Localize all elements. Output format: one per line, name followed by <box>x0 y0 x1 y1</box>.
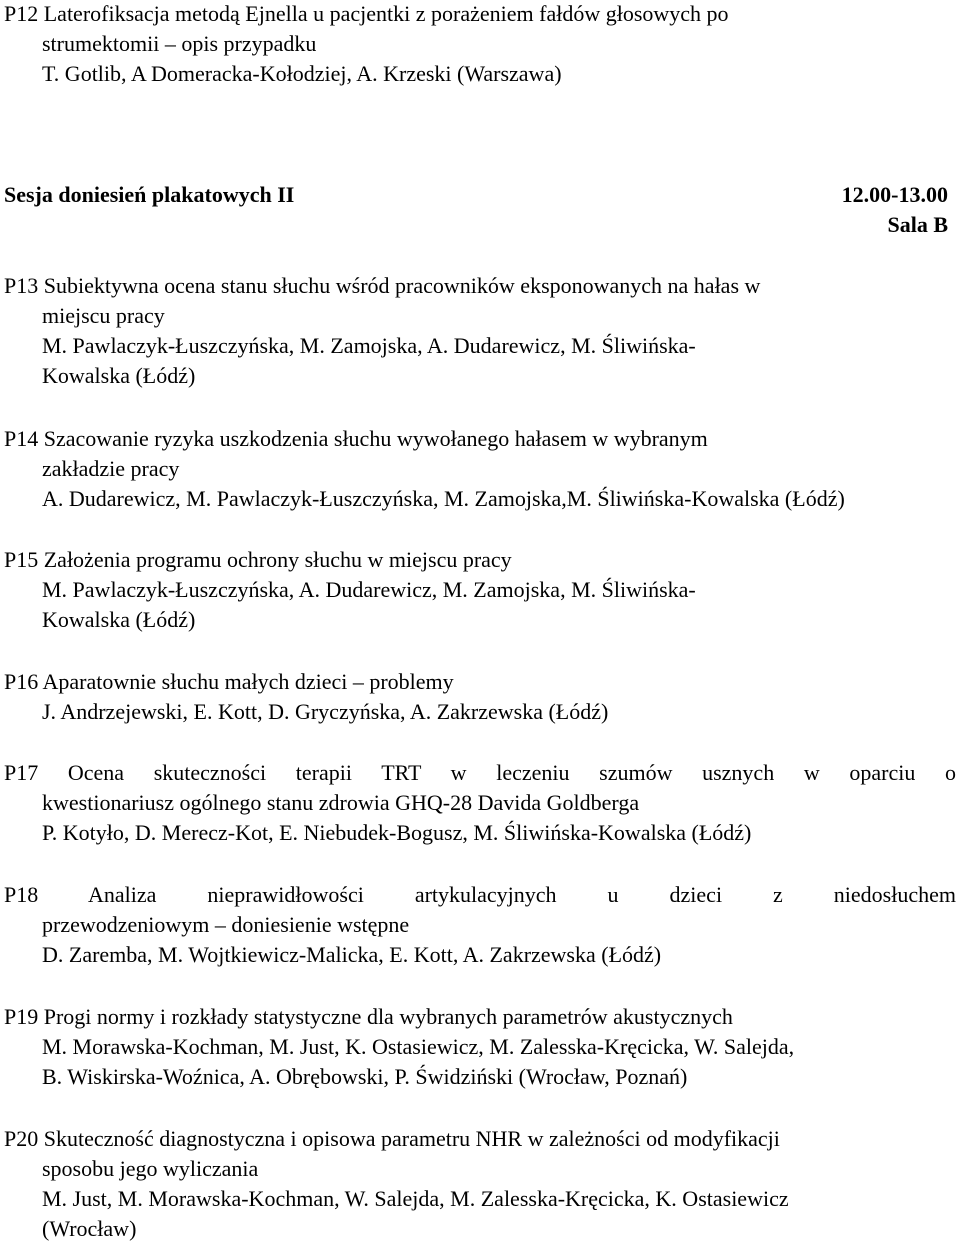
entry-authors: T. Gotlib, A Domeracka-Kołodziej, A. Krzeski (Warszawa) <box>42 61 562 86</box>
entry-p12 <box>4 0 956 89</box>
entry-authors: A. Dudarewicz, M. Pawlaczyk-Łuszczyńska, M. Zamojska,M. Śliwińska-Kowalska (Łódź) <box>42 486 845 511</box>
entry-authors: M. Just, M. Morawska-Kochman, W. Salejda, M. Zalesska-Kręcicka, K. Ostasiewicz <box>42 1186 789 1211</box>
entry-authors-continued: B. Wiskirska-Woźnica, A. Obrębowski, P. Świdziński (Wrocław, Poznań) <box>42 1064 688 1089</box>
entry-title-continued: miejscu pracy <box>42 303 165 328</box>
entry-authors-continued: Kowalska (Łódź) <box>42 363 196 388</box>
entry-authors-continued: Kowalska (Łódź) <box>42 607 196 632</box>
entry-title-continued: strumektomii – opis przypadku <box>42 31 317 56</box>
entry-authors: P. Kotyło, D. Merecz-Kot, E. Niebudek-Bogusz, M. Śliwińska-Kowalska (Łódź) <box>42 820 752 845</box>
entry-p13 <box>4 271 956 391</box>
entry-title-continued: zakładzie pracy <box>42 456 180 481</box>
entry-title-continued: sposobu jego wyliczania <box>42 1156 259 1181</box>
entry-title-continued: przewodzeniowym – doniesienie wstępne <box>42 912 410 937</box>
entry-p16 <box>4 667 956 727</box>
entry-title: P17 Ocena skuteczności terapii TRT w leczeniu szumów usznych w oparciu o <box>4 760 956 785</box>
entry-title-continued: kwestionariusz ogólnego stanu zdrowia GHQ-28 Davida Goldberga <box>42 790 640 815</box>
entry-title: P13 Subiektywna ocena stanu słuchu wśród pracowników eksponowanych na hałas w <box>4 273 761 298</box>
entry-p17 <box>4 758 956 848</box>
entry-authors: M. Pawlaczyk-Łuszczyńska, M. Zamojska, A. Dudarewicz, M. Śliwińska- <box>42 333 696 358</box>
session-room: Sala B <box>887 212 948 237</box>
entry-authors: M. Morawska-Kochman, M. Just, K. Ostasiewicz, M. Zalesska-Kręcicka, W. Salejda, <box>42 1034 795 1059</box>
entry-title: P19 Progi normy i rozkłady statystyczne dla wybranych parametrów akustycznych <box>4 1004 733 1029</box>
entry-p15 <box>4 545 956 635</box>
entry-p19 <box>4 1002 956 1092</box>
entry-authors: M. Pawlaczyk-Łuszczyńska, A. Dudarewicz, M. Zamojska, M. Śliwińska- <box>42 577 696 602</box>
session-header <box>4 180 948 237</box>
entry-title: P12 Laterofiksacja metodą Ejnella u pacjentki z porażeniem fałdów głosowych po <box>4 1 729 26</box>
entry-title: P16 Aparatownie słuchu małych dzieci – problemy <box>4 669 454 694</box>
entry-title: P14 Szacowanie ryzyka uszkodzenia słuchu wywołanego hałasem w wybranym <box>4 426 708 451</box>
entry-authors: J. Andrzejewski, E. Kott, D. Gryczyńska, A. Zakrzewska (Łódź) <box>42 699 609 724</box>
entry-p18 <box>4 880 956 970</box>
entry-authors: D. Zaremba, M. Wojtkiewicz-Malicka, E. Kott, A. Zakrzewska (Łódź) <box>42 942 662 967</box>
session-title: Sesja doniesień plakatowych II <box>4 182 295 207</box>
entry-title: P20 Skuteczność diagnostyczna i opisowa parametru NHR w zależności od modyfikacji <box>4 1126 780 1151</box>
entry-authors-continued: (Wrocław) <box>42 1216 137 1241</box>
entry-p14 <box>4 424 956 514</box>
session-time: 12.00-13.00 <box>841 182 948 207</box>
entry-p20 <box>4 1124 956 1244</box>
entry-title: P15 Założenia programu ochrony słuchu w miejscu pracy <box>4 547 512 572</box>
entry-title: P18 Analiza nieprawidłowości artykulacyjnych u dzieci z niedosłuchem <box>4 882 956 907</box>
